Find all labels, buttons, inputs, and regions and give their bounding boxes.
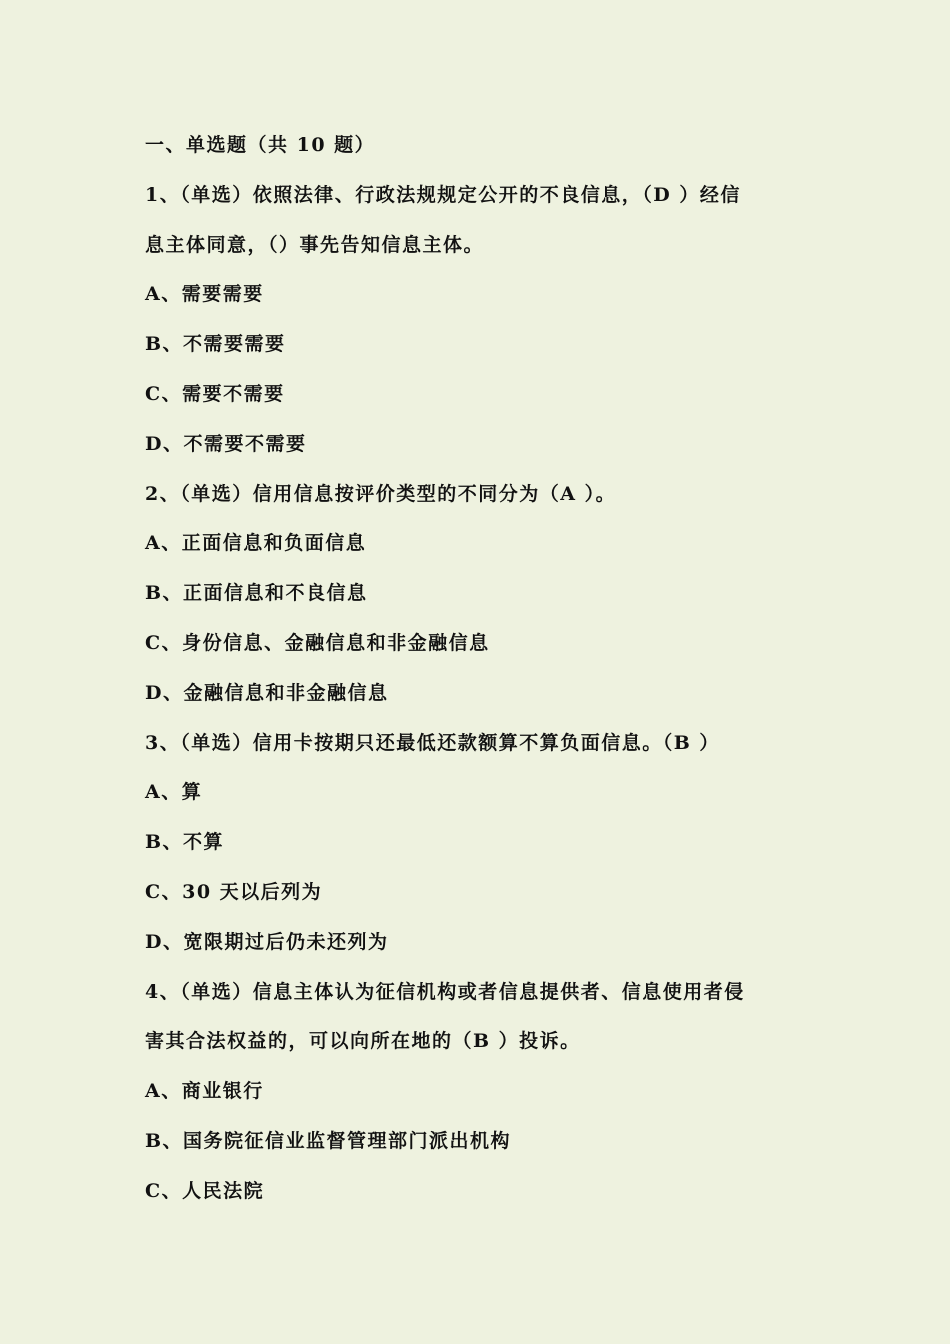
question-1 [145, 171, 825, 470]
question-stem-line: 4、（单选）信息主体认为征信机构或者信息提供者、信息使用者侵 [145, 980, 745, 1003]
question-stem-line: 1、（单选）依照法律、行政法规规定公开的不良信息，（D ）经信 [145, 183, 741, 206]
option-c: C、身份信息、金融信息和非金融信息 [145, 631, 490, 654]
option-d: D、不需要不需要 [145, 432, 307, 455]
option-b: B、不需要需要 [145, 333, 286, 356]
option-c: C、30 天以后列为 [145, 880, 323, 903]
question-stem-line: 息主体同意，（）事先告知信息主体。 [145, 233, 485, 256]
option-c: C、需要不需要 [145, 382, 285, 405]
document-page [145, 121, 825, 1217]
option-b: B、正面信息和不良信息 [145, 582, 368, 605]
question-4 [145, 968, 825, 1217]
question-stem-line: 害其合法权益的，可以向所在地的（B ）投诉。 [145, 1030, 581, 1053]
option-b: B、不算 [145, 831, 225, 854]
option-a: A、商业银行 [145, 1080, 264, 1103]
option-b: B、国务院征信业监督管理部门派出机构 [145, 1129, 512, 1152]
option-c: C、人民法院 [145, 1179, 265, 1202]
option-d: D、金融信息和非金融信息 [145, 681, 389, 704]
question-3 [145, 719, 825, 968]
option-a: A、需要需要 [145, 283, 264, 306]
section-title: 一、单选题（共 10 题） [145, 134, 376, 156]
question-stem-line: 3、（单选）信用卡按期只还最低还款额算不算负面信息。（B ） [145, 731, 720, 754]
question-2 [145, 470, 825, 719]
option-a: A、算 [145, 781, 203, 804]
option-d: D、宽限期过后仍未还列为 [145, 930, 389, 953]
question-stem-line: 2、（单选）信用信息按评价类型的不同分为（A ）。 [145, 482, 617, 505]
option-a: A、正面信息和负面信息 [145, 532, 367, 555]
